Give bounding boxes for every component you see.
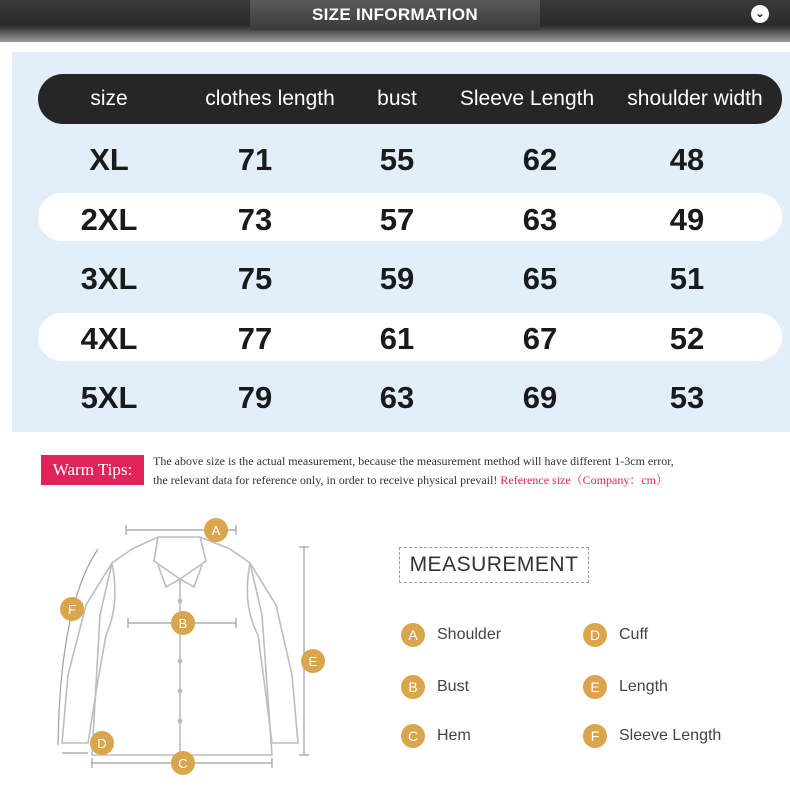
column-header-size: size xyxy=(90,87,128,110)
marker-c xyxy=(171,751,195,775)
table-cell-bust: 59 xyxy=(379,261,415,296)
table-cell-size: 5XL xyxy=(80,380,138,415)
measurement-title: MEASUREMENT xyxy=(399,547,589,583)
legend-label-hem: Hem xyxy=(437,727,471,744)
marker-f-label: F xyxy=(68,602,76,617)
warm-tips-badge: Warm Tips: xyxy=(41,455,144,485)
table-cell-clothes-length: 77 xyxy=(237,321,273,356)
table-cell-sleeve-length: 65 xyxy=(522,261,558,296)
marker-e xyxy=(301,649,325,673)
warm-tips-text xyxy=(153,452,773,490)
banner-title: SIZE INFORMATION xyxy=(250,0,540,30)
marker-d xyxy=(90,731,114,755)
table-cell-bust: 63 xyxy=(379,380,415,415)
table-cell-sleeve-length: 67 xyxy=(522,321,558,356)
marker-d-label: D xyxy=(97,736,107,751)
table-cell-bust: 57 xyxy=(379,202,415,237)
table-cell-sleeve-length: 69 xyxy=(522,380,558,415)
legend-label-sleeve-length: Sleeve Length xyxy=(619,727,722,744)
table-cell-shoulder-width: 49 xyxy=(669,202,705,237)
marker-c-label: C xyxy=(178,756,188,771)
legend-marker-f: F xyxy=(583,724,607,748)
legend-marker-c: C xyxy=(401,724,425,748)
legend-marker-d: D xyxy=(583,623,607,647)
marker-a-label: A xyxy=(211,523,221,538)
reference-size-note: Reference size（Company：cm） xyxy=(500,473,668,487)
warm-tips-line-1: The above size is the actual measurement, because the measurement method will have different 1-3cm error, xyxy=(153,454,674,468)
legend-marker-b: B xyxy=(401,675,425,699)
legend-marker-e: E xyxy=(583,675,607,699)
table-cell-size: 2XL xyxy=(80,202,138,237)
table-cell-shoulder-width: 48 xyxy=(669,142,705,177)
warm-tips-line-2-text: the relevant data for reference only, in order to receive physical prevail! xyxy=(153,473,498,487)
column-header-sleeve-length: Sleeve Length xyxy=(459,87,595,110)
legend-label-bust: Bust xyxy=(437,678,470,695)
shirt-measurement-diagram xyxy=(40,505,340,785)
warm-tips-line-2 xyxy=(153,471,773,490)
marker-b-label: B xyxy=(178,616,188,631)
table-cell-bust: 61 xyxy=(379,321,415,356)
table-cell-size: 3XL xyxy=(80,261,138,296)
legend-label-shoulder: Shoulder xyxy=(437,626,502,643)
column-header-shoulder-width: shoulder width xyxy=(627,87,763,110)
table-cell-clothes-length: 73 xyxy=(237,202,273,237)
legend-label-length: Length xyxy=(619,678,668,695)
top-banner xyxy=(0,0,790,42)
table-cell-shoulder-width: 52 xyxy=(669,321,705,356)
table-cell-clothes-length: 71 xyxy=(237,142,273,177)
table-cell-sleeve-length: 62 xyxy=(522,142,558,177)
table-cell-size: 4XL xyxy=(80,321,138,356)
legend-marker-a: A xyxy=(401,623,425,647)
column-header-bust: bust xyxy=(377,87,417,110)
marker-b xyxy=(171,611,195,635)
legend-label-cuff: Cuff xyxy=(619,626,649,643)
marker-f xyxy=(60,597,84,621)
table-cell-size: XL xyxy=(89,142,129,177)
table-cell-bust: 55 xyxy=(379,142,415,177)
column-header-clothes-length: clothes length xyxy=(205,87,335,110)
marker-e-label: E xyxy=(308,654,318,669)
table-cell-clothes-length: 75 xyxy=(237,261,273,296)
table-cell-shoulder-width: 53 xyxy=(669,380,705,415)
table-cell-sleeve-length: 63 xyxy=(522,202,558,237)
chevron-down-icon[interactable]: ⌄ xyxy=(751,5,769,23)
table-cell-clothes-length: 79 xyxy=(237,380,273,415)
table-cell-shoulder-width: 51 xyxy=(669,261,705,296)
marker-a xyxy=(204,518,228,542)
